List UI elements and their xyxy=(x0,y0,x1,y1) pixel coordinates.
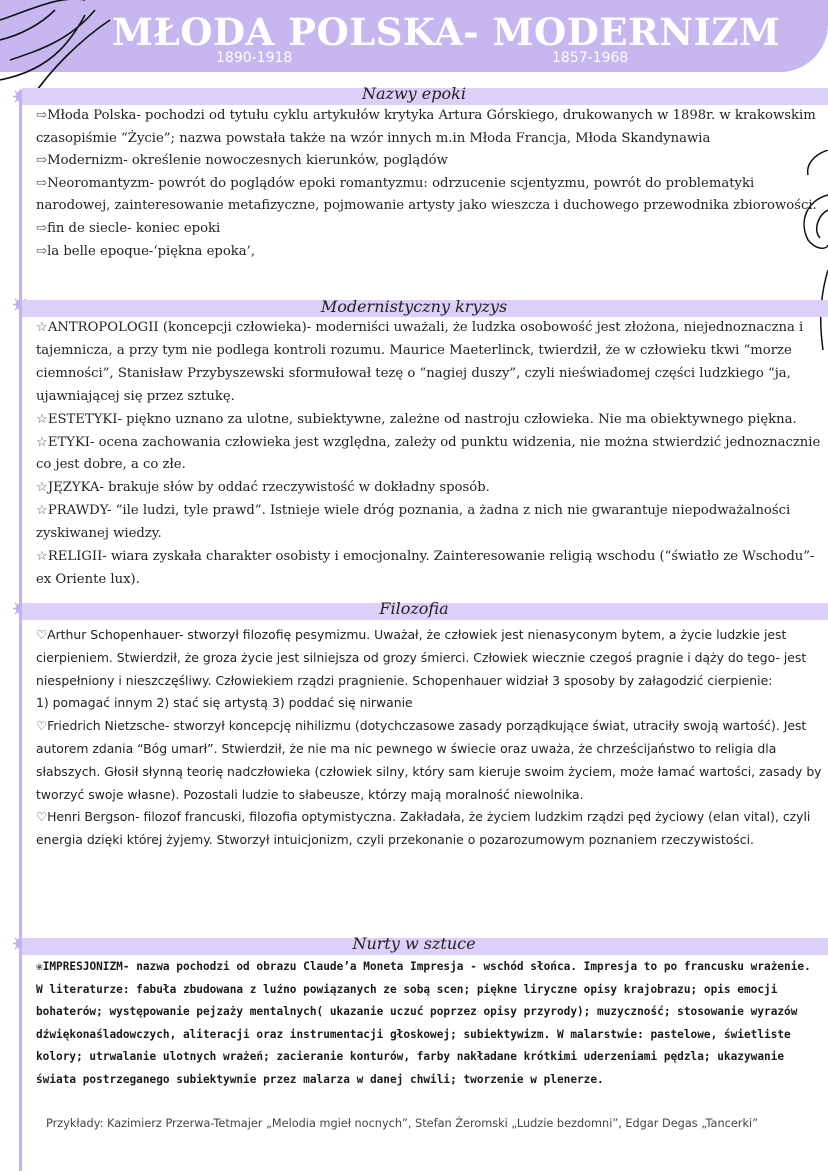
list-item: ⇨fin de siecle- koniec epoki xyxy=(36,220,221,236)
list-item: ⇨la belle epoque-‘piękna epoka’, xyxy=(36,243,256,259)
list-item: 1) pomagać innym 2) stać się artystą 3) poddać się nirwanie xyxy=(36,695,413,711)
list-item: ⇨Neoromantyzm- powrót do poglądów epoki romantyzmu: odrzucenie scjentyzmu, powrót do problematyki narodowej, zainteresowanie metafizyczne, pojmowanie artysty jako wieszcza i duchowego przewodnika zbiorowości. xyxy=(36,175,817,214)
examples-line: Przykłady: Kazimierz Przerwa-Tetmajer „Melodia mgieł nocnych”, Stefan Żeromski „Ludzie bezdomni”, Edgar Degas „Tancerki” xyxy=(46,1117,758,1130)
list-item: ☆PRAWDY- “ile ludzi, tyle prawd”. Istnieje wiele dróg poznania, a żadna z nich nie gwarantuje niepodważalności zyskiwanej wiedzy. xyxy=(36,503,791,542)
section-title: Nazwy epoki xyxy=(362,84,466,103)
list-item: ⇨Młoda Polska- pochodzi od tytułu cyklu artykułów krytyka Artura Górskiego, drukowanych w 1898r. w krakowskim czasopiśmie “Życie”; nazwa powstała także na wzór innych m.in Młoda Francja, Młoda Skandynawia xyxy=(36,108,816,146)
list-item: ☆RELIGII- wiara zyskała charakter osobisty i emocjonalny. Zainteresowanie religią wschodu (“światło ze Wschodu”-ex Oriente lux). xyxy=(36,549,815,587)
list-item: ⇨Modernizm- określenie nowoczesnych kierunków, poglądów xyxy=(36,153,448,169)
page-title: MŁODA POLSKA- MODERNIZM xyxy=(112,10,781,54)
list-item: ♡Friedrich Nietzsche- stworzył koncepcję nihilizmu (dotychczasowe zasady porządkujące świat, utraciły swoją wartość). Jest autorem zdania “Bóg umarł”. Stwierdził, że nie ma nic pewnego w świecie oraz uważa, że chrześcijaństwo to religia dla słabszych. Głosił słynną teorię nadczłowieka (człowiek silny, który sam kieruje swoim życiem, może łamać wartości, zasady by tworzyć swoje własne). Pozostali ludzie to słabeusze, którzy mają moralność niewolnika. xyxy=(36,718,822,802)
section-modernistyczny-kryzys xyxy=(36,317,822,592)
list-item: ☆ESTETYKI- piękno uznano za ulotne, subiektywne, zależne od nastroju człowieka. Nie ma obiektywnego piękna. xyxy=(36,411,797,427)
section-title: Nurty w sztuce xyxy=(352,934,476,953)
section-title: Modernistyczny kryzys xyxy=(320,297,508,316)
list-item: ☆JĘZYKA- brakuje słów by oddać rzeczywistość w dokładny sposób. xyxy=(36,480,490,496)
list-item: ♡Arthur Schopenhauer- stworzył filozofię pesymizmu. Uważał, że człowiek jest nienasyconym bytem, a życie ludzkie jest cierpieniem. Stwierdził, że groza życie jest silniejsza od grozy śmierci. Człowiek wiecznie czegoś pragnie i dąży do tego- jest niespełniony i nieszczęśliwy. Człowiekiem rządzi pragnienie. Schopenhauer widział 3 sposoby by załagodzić cierpienie: xyxy=(36,627,807,688)
section-nurty-w-sztuce xyxy=(36,956,822,1092)
timeline-line xyxy=(19,90,22,1171)
list-item: ☆ANTROPOLOGII (koncepcji człowieka)- moderniści uważali, że ludzka osobowość jest złożona, niejednoznaczna i tajemnicza, a przy tym nie podlega kontroli rozumu. Maurice Maeterlinck, twierdził, że w człowieku tkwi “morze ciemności”, Stanisław Przybyszewski sformułował tezę o “nagiej duszy”, czyli nieświadomej części ludzkiego “ja, ujawniającej się przez sztukę. xyxy=(36,320,804,404)
list-item: ❀IMPRESJONIZM- nazwa pochodzi od obrazu Claude’a Moneta Impresja - wschód słońca. Impresja to po francusku wrażenie. W literaturze: fabuła zbudowana z luźno powiązanych ze sobą scen; piękne liryczne opisy krajobrazu; opis emocji bohaterów; występowanie pejzaży mentalnych( ukazanie uczuć poprzez opisy przyrody); muzyczność; stosowanie wyrazów dźwiękonaśladowczych, aliteracji oraz instrumentacji głoskowej; subiektywizm. W malarstwie: pastelowe, świetliste kolory; utrwalanie ulotnych wrażeń; zacieranie konturów, farby nakładane krótkimi uderzeniami pędzla; ukazywanie świata postrzeganego subiektywnie przez malarza w danej chwili; tworzenie w plenerze. xyxy=(36,960,811,1086)
list-item: ♡Henri Bergson- filozof francuski, filozofia optymistyczna. Zakładała, że życiem ludzkim rządzi pęd życiowy (elan vital), czyli energia dzięki której żyjemy. Stworzył intuicjonizm, czyli przekonanie o pozarozumowym poznaniem rzeczywistości. xyxy=(36,809,811,848)
date-left: 1890-1918 xyxy=(216,50,293,66)
date-right: 1857-1968 xyxy=(552,50,629,66)
list-item: ☆ETYKI- ocena zachowania człowieka jest względna, zależy od punktu widzenia, nie można stwierdzić jednoznacznie co jest dobre, a co złe. xyxy=(36,434,821,473)
section-filozofia xyxy=(36,624,822,852)
section-title: Filozofia xyxy=(379,599,449,618)
section-nazwy-epoki xyxy=(36,105,822,263)
